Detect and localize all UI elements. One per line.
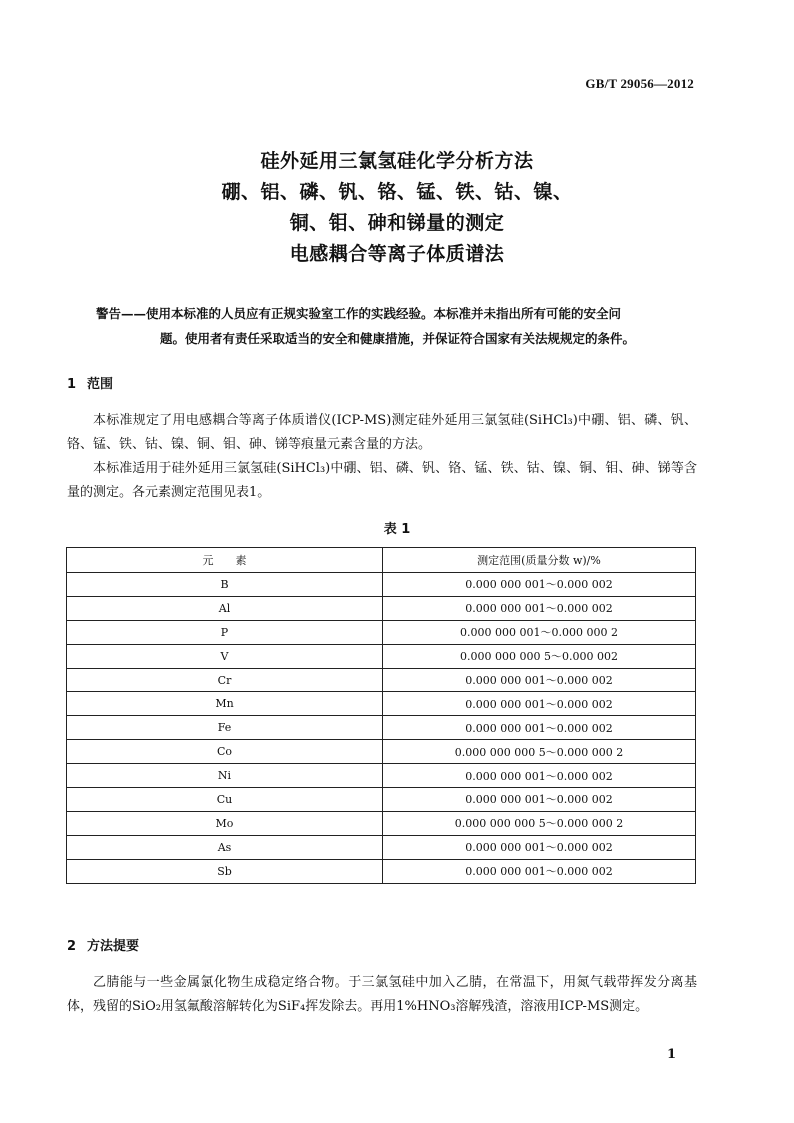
table-row <box>67 596 696 620</box>
table-row <box>67 811 696 835</box>
element-cell: V <box>67 644 383 668</box>
element-cell: Cr <box>67 668 383 692</box>
paragraph: 本标准规定了用电感耦合等离子体质谱仪(ICP-MS)测定硅外延用三氯氢硅(SiHCl₃)中硼、铝、磷、钒、铬、锰、铁、钴、镍、铜、钼、砷、锑等痕量元素含量的方法。 <box>67 413 697 452</box>
column-header: 测定范围(质量分数 w)/% <box>383 548 696 573</box>
table-row <box>67 620 696 644</box>
element-cell: Al <box>67 596 383 620</box>
section-number: 2 <box>67 939 77 954</box>
document-title <box>0 146 794 270</box>
element-cell: Sb <box>67 859 383 883</box>
element-cell: Mn <box>67 692 383 716</box>
title-line: 硅外延用三氯氢硅化学分析方法 <box>260 150 534 172</box>
section-number: 1 <box>67 377 77 392</box>
range-cell: 0.000 000 001～0.000 002 <box>383 716 696 740</box>
range-cell: 0.000 000 001～0.000 000 2 <box>383 620 696 644</box>
range-cell: 0.000 000 001～0.000 002 <box>383 668 696 692</box>
table-row <box>67 859 696 883</box>
table-caption: 表 1 <box>383 522 411 537</box>
range-cell: 0.000 000 001～0.000 002 <box>383 692 696 716</box>
table-row <box>67 788 696 812</box>
element-cell: Mo <box>67 811 383 835</box>
element-cell: Cu <box>67 788 383 812</box>
page-number: 1 <box>666 1047 676 1062</box>
element-cell: Fe <box>67 716 383 740</box>
table-row <box>67 644 696 668</box>
table-row <box>67 740 696 764</box>
element-cell: P <box>67 620 383 644</box>
table-header-row <box>67 548 696 573</box>
measurement-range-table <box>66 547 696 884</box>
range-cell: 0.000 000 001～0.000 002 <box>383 764 696 788</box>
standard-number: GB/T 29056—2012 <box>585 76 694 91</box>
section-heading-method-summary <box>67 935 139 954</box>
section-heading-scope <box>67 373 113 392</box>
range-cell: 0.000 000 001～0.000 002 <box>383 788 696 812</box>
element-cell: B <box>67 573 383 597</box>
title-line: 铜、钼、砷和锑量的测定 <box>289 212 505 234</box>
warning-line: 警告——使用本标准的人员应有正规实验室工作的实践经验。本标准并未指出所有可能的安全问 <box>96 306 622 321</box>
element-cell: Ni <box>67 764 383 788</box>
title-line: 电感耦合等离子体质谱法 <box>289 243 505 265</box>
paragraph: 本标准适用于硅外延用三氯氢硅(SiHCl₃)中硼、铝、磷、钒、铬、锰、铁、钴、镍、铜、钼、砷、锑等含量的测定。各元素测定范围见表1。 <box>67 461 697 500</box>
column-header: 元 素 <box>67 548 383 573</box>
section-title: 范围 <box>87 377 114 392</box>
element-cell: As <box>67 835 383 859</box>
warning-notice <box>96 301 696 351</box>
title-line: 硼、铝、磷、钒、铬、锰、铁、钴、镍、 <box>221 181 573 203</box>
range-cell: 0.000 000 001～0.000 002 <box>383 573 696 597</box>
table-row <box>67 835 696 859</box>
paragraph: 乙腈能与一些金属氯化物生成稳定络合物。于三氯氢硅中加入乙腈，在常温下，用氮气载带挥发分离基体，残留的SiO₂用氢氟酸溶解转化为SiF₄挥发除去。再用1%HNO₃溶解残渣，溶液用ICP-MS测定。 <box>67 975 697 1014</box>
range-cell: 0.000 000 001～0.000 002 <box>383 859 696 883</box>
range-cell: 0.000 000 001～0.000 002 <box>383 596 696 620</box>
table-row <box>67 573 696 597</box>
element-cell: Co <box>67 740 383 764</box>
range-cell: 0.000 000 000 5～0.000 002 <box>383 644 696 668</box>
table-row <box>67 692 696 716</box>
range-cell: 0.000 000 001～0.000 002 <box>383 835 696 859</box>
table-row <box>67 668 696 692</box>
section-title: 方法提要 <box>87 939 140 954</box>
warning-line: 题。使用者有责任采取适当的安全和健康措施，并保证符合国家有关法规规定的条件。 <box>160 331 636 346</box>
table-row <box>67 764 696 788</box>
range-cell: 0.000 000 000 5～0.000 000 2 <box>383 811 696 835</box>
range-cell: 0.000 000 000 5～0.000 000 2 <box>383 740 696 764</box>
table-row <box>67 716 696 740</box>
